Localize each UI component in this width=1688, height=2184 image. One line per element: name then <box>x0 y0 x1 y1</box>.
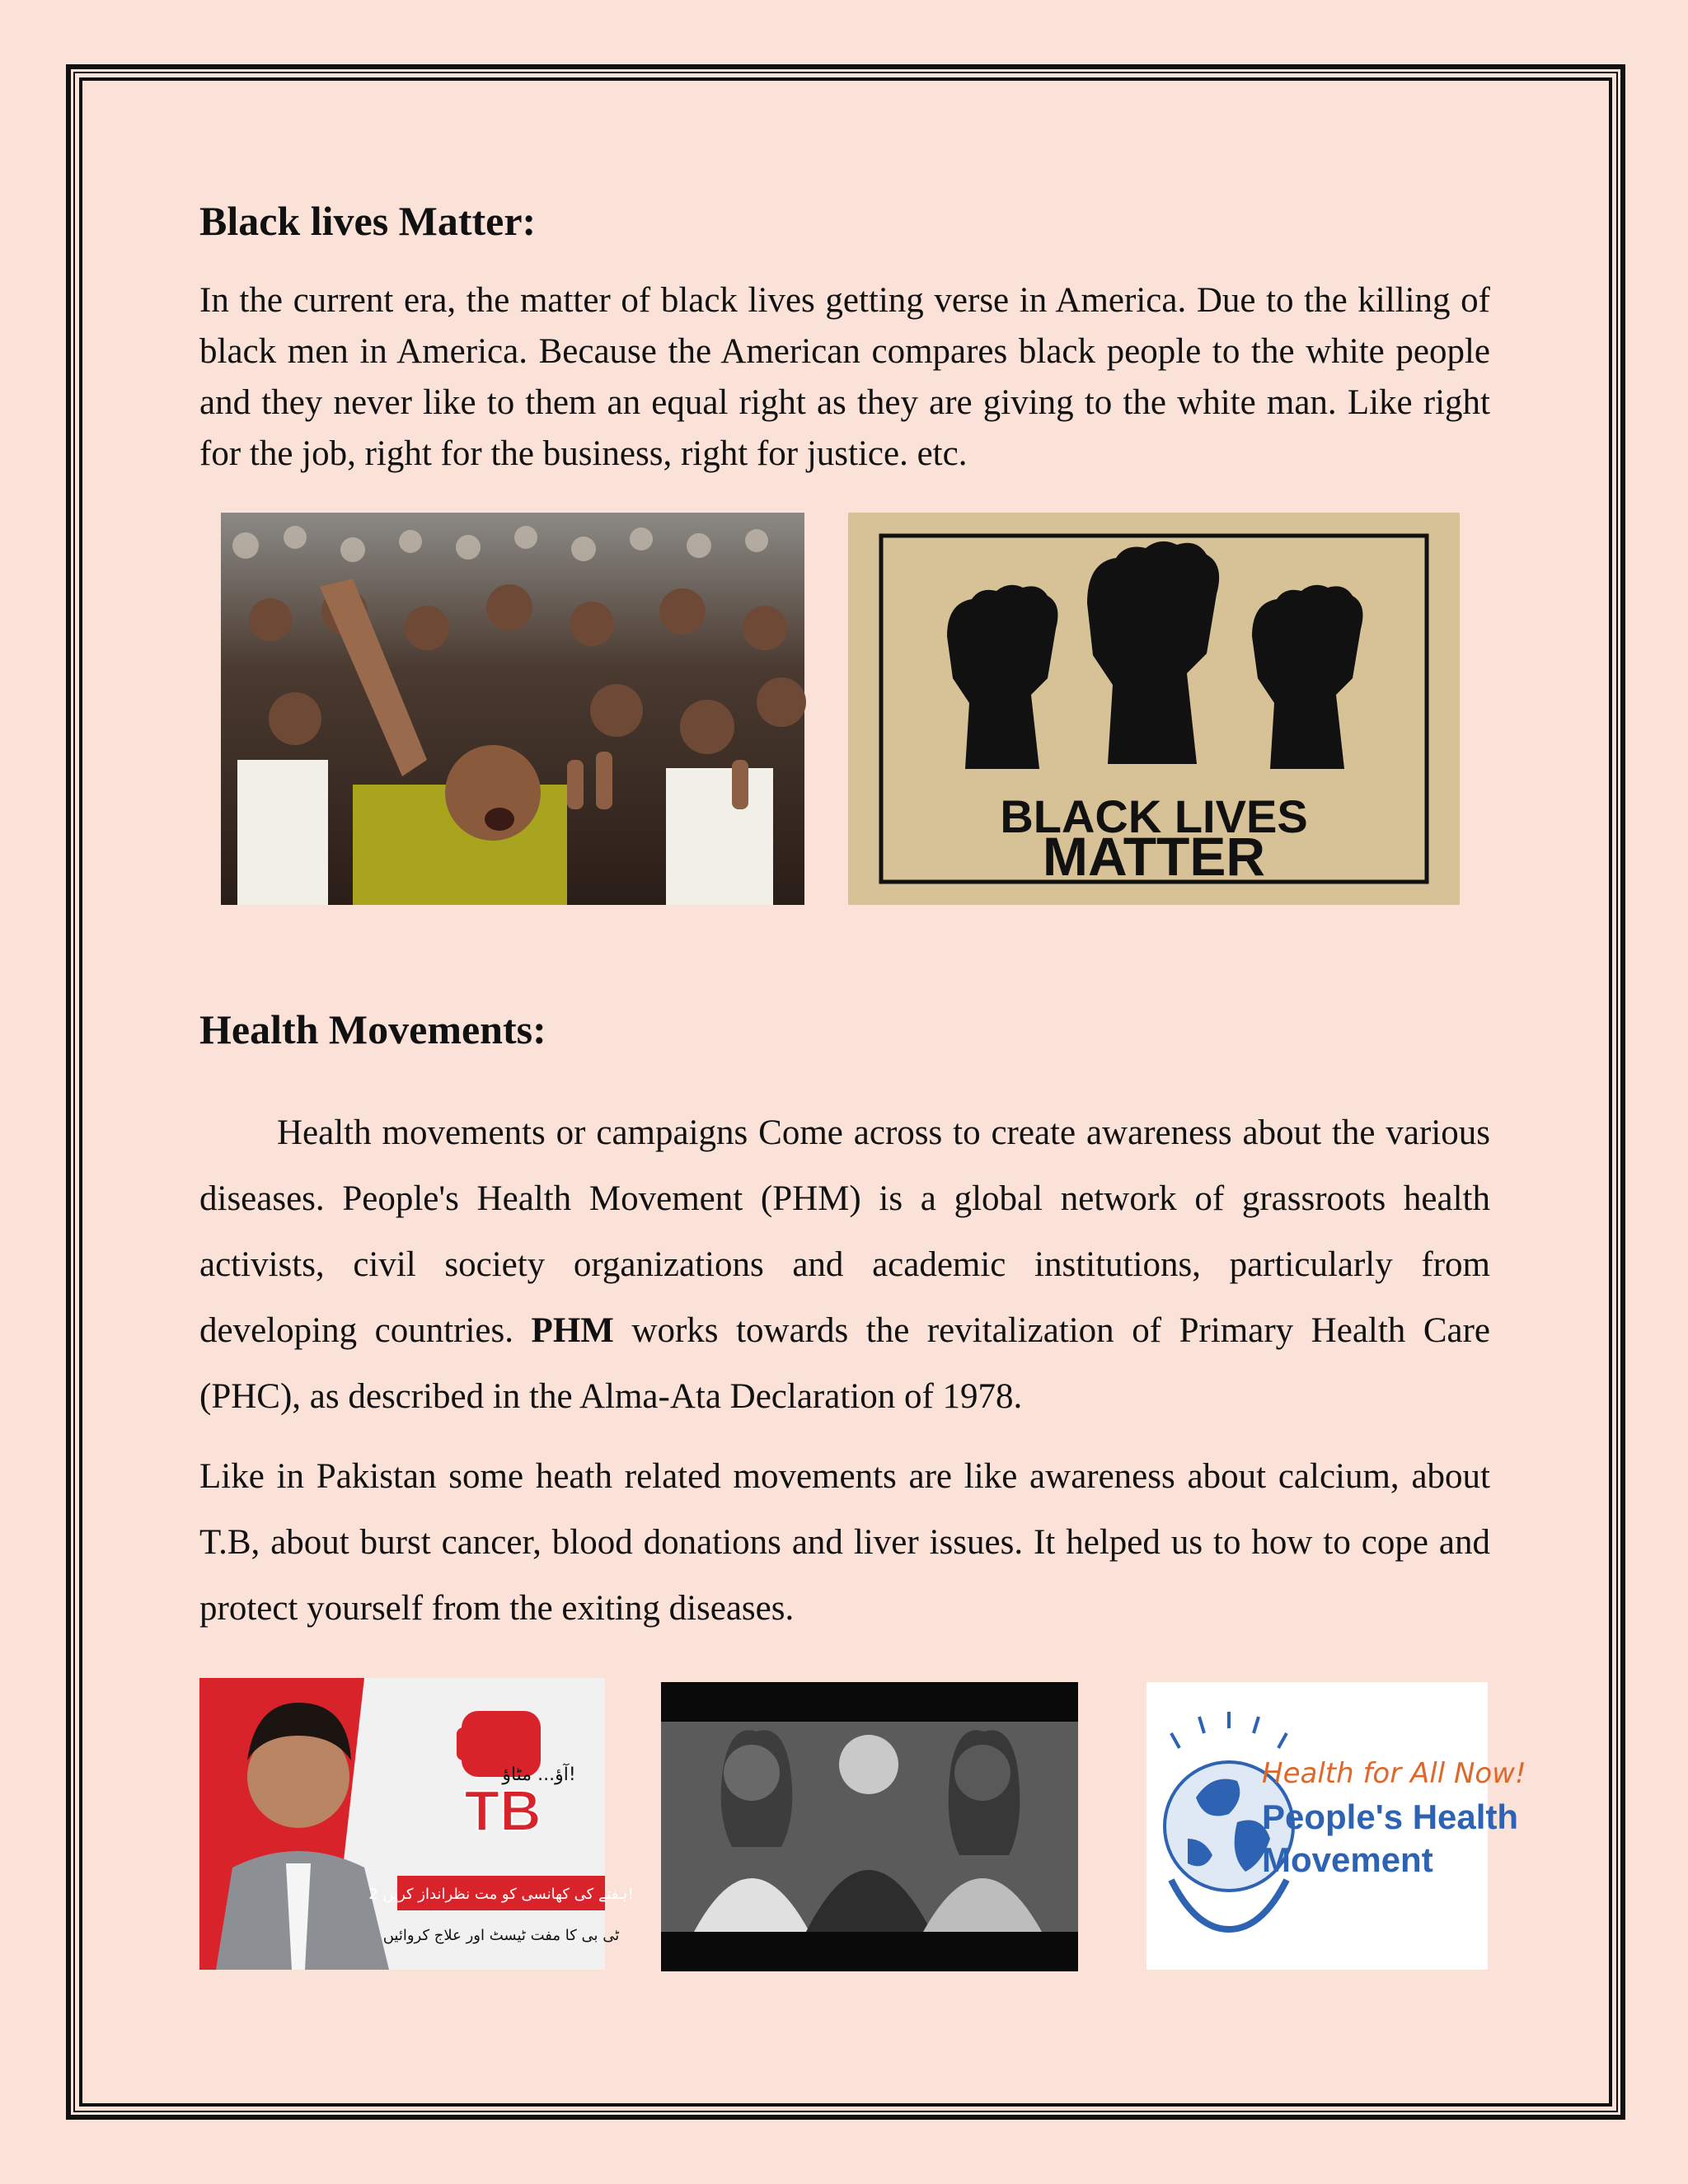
phm-name-line2: Movement <box>1262 1840 1433 1879</box>
phm-bold-text: PHM <box>531 1311 614 1350</box>
black-lives-matter-paragraph: In the current era, the matter of black lives getting verse in America. Due to the killing of black men in America. Because the American compares black people to the white people and they never like to them an equal right as they are giving to the white man. Like right for the job, right for the business, right for justice. etc. <box>199 281 1490 473</box>
paragraph-text: Health movements or campaigns Come across to create awareness about the various diseases. People's Health Movement (PHM) is a global network of grassroots health activists, civil society organizations and academic institutions, particularly from developing countries. <box>199 1113 1490 1350</box>
peoples-health-movement-logo <box>1146 1682 1526 1970</box>
health-movements-paragraph-1 <box>199 1100 1490 1430</box>
black-lives-matter-poster <box>848 513 1460 905</box>
tb-urdu-bottom-text: ٹی بی کا مفت ٹیسٹ اور علاج کروائیں <box>382 1927 620 1944</box>
section-heading-health-movements: Health Movements: <box>199 1006 546 1052</box>
phm-name-line1: People's Health <box>1262 1797 1519 1836</box>
tb-campaign-image <box>199 1678 634 1970</box>
section-heading-black-lives-matter: Black lives Matter: <box>199 198 537 244</box>
health-movements-paragraph-2: Like in Pakistan some heath related movements are like awareness about calcium, about T.B, about burst cancer, blood donations and liver issues. It helped us to how to cope and protect yourself from the exiting diseases. <box>199 1457 1490 1628</box>
tb-urdu-top-text: آؤ... مٹاؤ! <box>502 1765 576 1785</box>
phm-slogan-text: Health for All Now! <box>1262 1757 1526 1790</box>
protest-crowd-photo <box>221 513 804 905</box>
tb-logo-text: TB <box>464 1779 542 1843</box>
paragraph-text: works towards the revitalization of Primary Health Care (PHC), as described in the Alma-Ata Declaration of 1978. <box>199 1311 1491 1416</box>
poster-text-line1: BLACK LIVES <box>1000 790 1308 842</box>
awareness-campaign-photo <box>661 1682 1078 1971</box>
tb-urdu-banner-text: 2 ہفتے کی کھانسی کو مت نظرانداز کریں! <box>368 1886 634 1903</box>
poster-text-line2: MATTER <box>1042 826 1266 887</box>
